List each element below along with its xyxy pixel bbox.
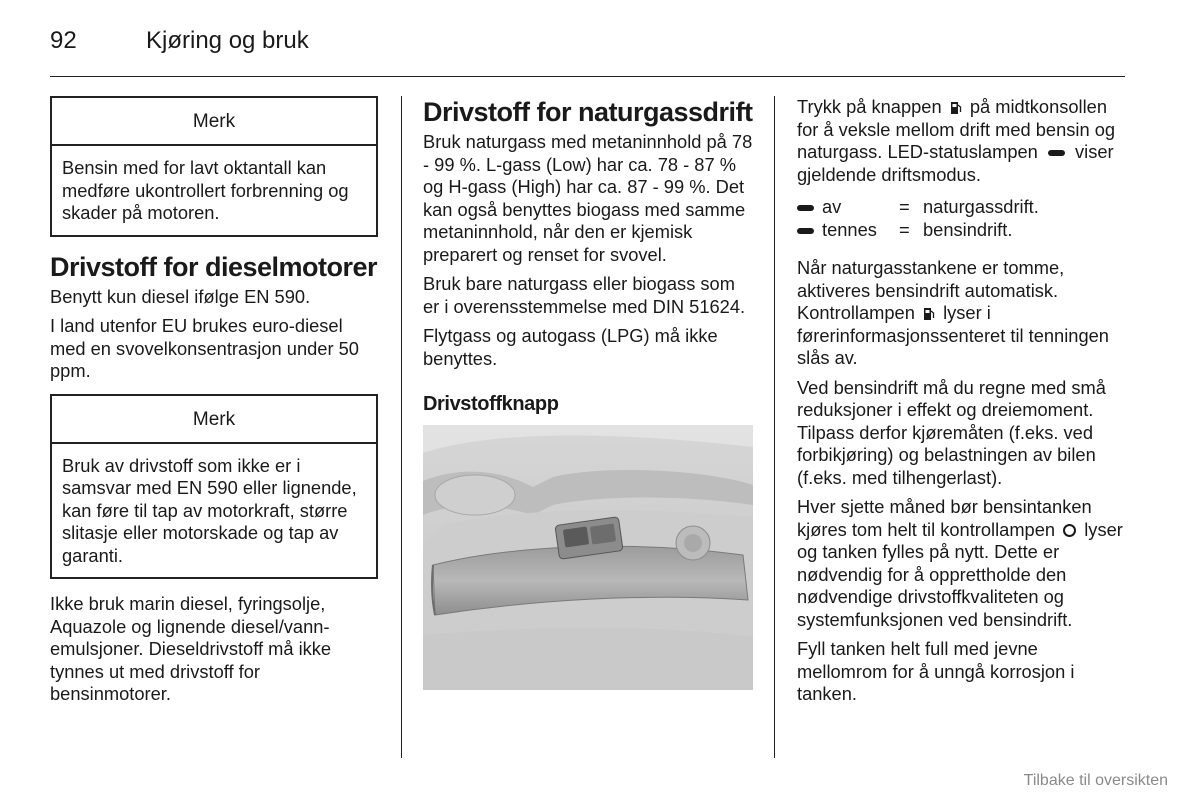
column-divider: [774, 96, 775, 758]
subheading-fuel-button: Drivstoffknapp: [423, 393, 559, 415]
note-box: [50, 96, 378, 237]
led-status-icon: [1048, 150, 1065, 156]
section-heading-diesel: Drivstoff for dieselmotorer: [50, 251, 378, 282]
page-header: [50, 24, 1125, 77]
page-title: Kjøring og bruk: [146, 27, 309, 54]
led-legend: [797, 195, 1127, 241]
control-lamp-icon: [1063, 524, 1076, 537]
fuel-pump-icon: [923, 307, 935, 321]
fuel-pump-icon: [950, 101, 962, 115]
console-photo: [423, 425, 753, 690]
paragraph: I land utenfor EU brukes euro-diesel med en svovelkonsentrasjon under 50 ppm.: [50, 315, 359, 381]
note-title: Merk: [52, 396, 376, 444]
legend-row: av = naturgassdrift.: [797, 195, 1127, 218]
paragraph: Ikke bruk marin diesel, fyringsolje, Aquazole og lignende diesel/vann-emulsjoner. Dieseldrivstoff må ikke tynnes ut med drivstoff for bensinmotorer.: [50, 593, 332, 704]
led-status-icon: [797, 205, 814, 211]
paragraph: Bruk bare naturgass eller biogass som er i overensstemmelse med DIN 51624.: [423, 273, 746, 317]
back-to-overview-link[interactable]: Tilbake til oversikten: [1023, 772, 1168, 789]
column-divider: [401, 96, 402, 758]
paragraph: Benytt kun diesel ifølge EN 590.: [50, 285, 311, 307]
led-status-icon: [797, 228, 814, 234]
note-box: [50, 394, 378, 580]
note-title: Merk: [52, 98, 376, 146]
section-heading-natural-gas: Drivstoff for naturgassdrift: [423, 97, 753, 127]
column-right: [797, 96, 1127, 713]
column-middle: [423, 96, 753, 690]
paragraph: Flytgass og autogass (LPG) må ikke benyttes.: [423, 325, 718, 369]
paragraph: Bruk naturgass med metaninnhold på 78 - 99 %. L-gass (Low) har ca. 78 - 87 % og H-gass (High) har ca. 87 - 99 %. Det kan også benyttes biogass med samme metaninnhold, når den er kjemisk preparert og renset for svovel.: [423, 131, 753, 265]
paragraph: Hver sjette måned bør bensintanken kjøres tom helt til kontrollampen lyser og tanken fylles på nytt. Dette er nødvendig for å opprettholde den nødvendige drivstoffkvaliteten og systemfunksjonen ved bensindrift.: [797, 496, 1123, 630]
legend-row: tennes = bensindrift.: [797, 218, 1127, 241]
column-left: [50, 96, 378, 713]
note-body: Bruk av drivstoff som ikke er i samsvar med EN 590 eller lignende, kan føre til tap av motorkraft, større slitasje eller motorskade og tap av garanti.: [62, 454, 357, 566]
paragraph: Når naturgasstankene er tomme, aktiveres bensindrift automatisk. Kontrollampen lyser i førerinformasjonssenteret til tenningen slås av.: [797, 257, 1109, 368]
paragraph: Fyll tanken helt full med jevne mellomrom for å unngå korrosjon i tanken.: [797, 638, 1075, 704]
paragraph: Trykk på knappen på midtkonsollen for å veksle mellom drift med bensin og naturgass. LED-statuslampen viser gjeldende driftsmodus.: [797, 96, 1116, 185]
paragraph: Ved bensindrift må du regne med små reduksjoner i effekt og dreiemoment. Tilpass derfor kjøremåten (f.eks. ved forbikjøring) og belastningen av bilen (f.eks. med tilhengerlast).: [797, 376, 1106, 488]
note-body: Bensin med for lavt oktantall kan medføre ukontrollert forbrenning og skader på motoren.: [62, 157, 349, 223]
page-number: 92: [50, 27, 77, 54]
